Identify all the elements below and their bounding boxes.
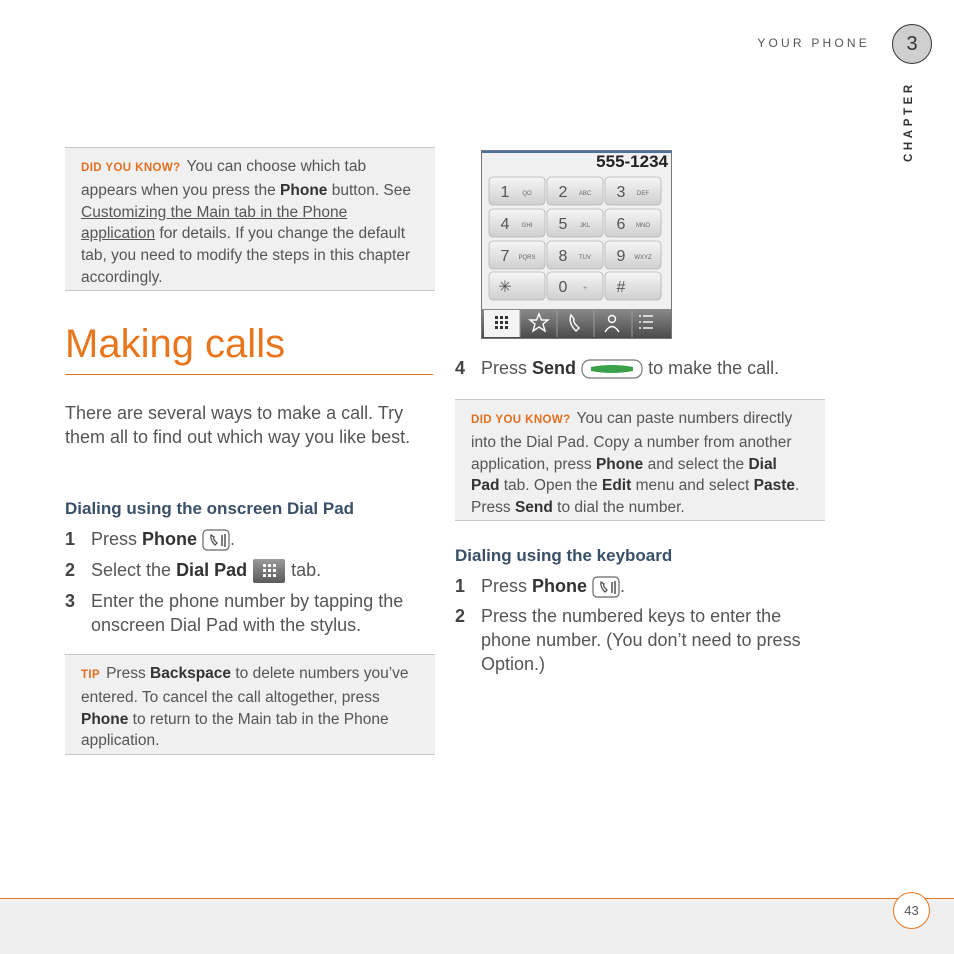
tip-text: Press (106, 665, 151, 682)
step-4 (455, 356, 825, 380)
tip-tag: DID YOU KNOW? (471, 414, 571, 426)
dialpad-key-digit: 5 (558, 216, 568, 233)
step-bold: Phone (142, 529, 198, 549)
step-bold: Phone (532, 576, 588, 596)
dialpad-key-letters: ABC (578, 191, 592, 197)
dialpad-key[interactable] (489, 177, 545, 205)
step-text: to make the call. (648, 358, 780, 378)
dialed-number: 555-1234 (596, 152, 668, 171)
tip-box (65, 654, 435, 755)
phone-button-icon (202, 529, 230, 551)
dialpad-key-face (489, 209, 545, 237)
dialpad-key-digit: 0 (558, 279, 568, 296)
tip-text: for details. If you change the default tab, you need to modify the steps in this chapter accordingly. (81, 225, 411, 286)
chapter-label (903, 82, 919, 172)
step-body (91, 527, 435, 551)
step-text: Press (91, 529, 143, 549)
dialpad-key[interactable] (605, 241, 661, 269)
tip-text: You can choose which tab appears when you press the (81, 158, 367, 199)
step-body (481, 574, 825, 598)
dialpad-screenshot (481, 150, 672, 339)
dialpad-key-digit: 1 (500, 184, 510, 201)
step-3 (65, 589, 435, 637)
subheading-keyboard: Dialing using the keyboard (455, 546, 673, 565)
title-underline (65, 374, 433, 375)
step-text: Press (481, 576, 533, 596)
dialpad-screen (482, 151, 671, 338)
step-1 (65, 527, 435, 551)
tip-bold: Send (514, 499, 553, 517)
tip-tag: TIP (81, 669, 101, 681)
tip-bold: Phone (280, 181, 328, 199)
tip-text: You can paste numbers directly into the Dial Pad. Copy a number from another application, press (471, 410, 793, 473)
dialpad-key[interactable] (605, 209, 661, 237)
dialpad-key[interactable] (605, 272, 661, 300)
dialpad-tab-icon (252, 558, 286, 584)
dialpad-key-digit: # (616, 279, 626, 296)
dialpad-key-face (605, 272, 661, 300)
step-text: . (620, 576, 626, 596)
dialpad-key-letters: MNO (636, 223, 650, 229)
step-body (481, 356, 825, 380)
tip-tag: DID YOU KNOW? (81, 162, 181, 174)
footer-band (0, 898, 954, 954)
tip-bold: Dial Pad (471, 455, 777, 495)
step-text: . (230, 529, 236, 549)
section-title: Making calls (65, 322, 286, 366)
dialpad-key[interactable] (605, 177, 661, 205)
step-body (91, 558, 435, 584)
dialpad-key-digit: 7 (500, 248, 510, 265)
intro-paragraph: There are several ways to make a call. Try them all to find out which way you like best. (65, 403, 411, 447)
dialpad-key-face (605, 177, 661, 205)
tip-bold: Edit (601, 477, 632, 495)
step-number: 2 (65, 560, 76, 580)
step-text: Select the (91, 560, 177, 580)
dialpad-key-face (605, 209, 661, 237)
step-text: Press (481, 358, 533, 378)
send-button-icon (581, 359, 643, 379)
dialpad-key[interactable] (489, 241, 545, 269)
keyboard-step-2 (455, 604, 825, 676)
tip-text: . Press (471, 477, 800, 517)
dialpad-key-face (547, 177, 603, 205)
step-bold: Send (532, 358, 577, 378)
dialpad-key[interactable] (489, 209, 545, 237)
step-number: 1 (455, 576, 466, 596)
dialpad-key-letters: TUV (579, 255, 591, 261)
dialpad-key-face (547, 209, 603, 237)
running-header: YOUR PHONE (757, 36, 870, 50)
step-text: Enter the phone number by tapping the onscreen Dial Pad with the stylus. (91, 591, 404, 635)
dialpad-key[interactable] (547, 241, 603, 269)
tip-text: to delete numbers you’ve entered. To cancel the call altogether, press (81, 665, 409, 706)
dialpad-key-letters: + (583, 286, 587, 292)
dialpad-key-letters: DEF (637, 191, 649, 197)
page-number: 43 (893, 892, 930, 929)
tip-bold: Paste (753, 477, 795, 495)
did-you-know-box-2 (455, 399, 825, 521)
dialpad-key[interactable] (547, 177, 603, 205)
tip-text: menu and select (631, 477, 754, 495)
dialpad-key-face (489, 177, 545, 205)
dialpad-key-digit: 2 (558, 184, 568, 201)
dialpad-key-face (547, 272, 603, 300)
tip-text: to dial the number. (552, 499, 685, 517)
dialpad-key-letters: JKL (579, 223, 591, 229)
dialpad-key-face (547, 241, 603, 269)
step-number: 3 (65, 591, 76, 611)
dialpad-key-face (489, 241, 545, 269)
dialpad-key-digit: 9 (616, 248, 626, 265)
dialpad-key-digit: 3 (616, 184, 626, 201)
phone-button-icon (592, 576, 620, 598)
keyboard-step-1 (455, 574, 825, 598)
chapter-label-text: CHAPTER (903, 81, 915, 162)
dialpad-key-letters: GHI (521, 223, 533, 229)
did-you-know-box-1 (65, 147, 435, 291)
tip-text: to return to the Main tab in the Phone application. (81, 710, 389, 750)
dialpad-key-face (605, 241, 661, 269)
chapter-number-badge: 3 (892, 24, 932, 64)
tip-bold: Phone (81, 710, 129, 728)
step-text: tab. (291, 560, 322, 580)
dialpad-key-letters: WXYZ (634, 255, 652, 261)
tip-text: button. See (327, 181, 412, 199)
dialpad-key[interactable] (489, 272, 545, 300)
step-number: 4 (455, 358, 466, 378)
subheading-dial-pad: Dialing using the onscreen Dial Pad (65, 499, 355, 518)
dialpad-key-digit: 6 (616, 216, 626, 233)
dialpad-key-digit: ✳ (498, 279, 512, 296)
step-2 (65, 558, 435, 584)
dialpad-key-digit: 8 (558, 248, 568, 265)
dialpad-key-digit: 4 (500, 216, 510, 233)
dialpad-key-letters: PQRS (518, 255, 536, 261)
step-number: 1 (65, 529, 76, 549)
tip-text: tab. Open the (499, 477, 602, 495)
tip-bold: Backspace (150, 665, 232, 682)
step-text: Press the numbered keys to enter the phone number. (You don’t need to press Option.) (481, 606, 801, 674)
tip-bold: Phone (595, 455, 644, 473)
step-bold: Dial Pad (176, 560, 248, 580)
tip-text: and select the (643, 455, 749, 473)
cross-reference-link[interactable]: Customizing the Main tab in the Phone application (81, 203, 348, 243)
step-number: 2 (455, 606, 466, 626)
dialpad-icon (495, 316, 508, 329)
dialpad-key-letters: QO (522, 191, 532, 197)
dialpad-key[interactable] (547, 209, 603, 237)
dialpad-key[interactable] (547, 272, 603, 300)
